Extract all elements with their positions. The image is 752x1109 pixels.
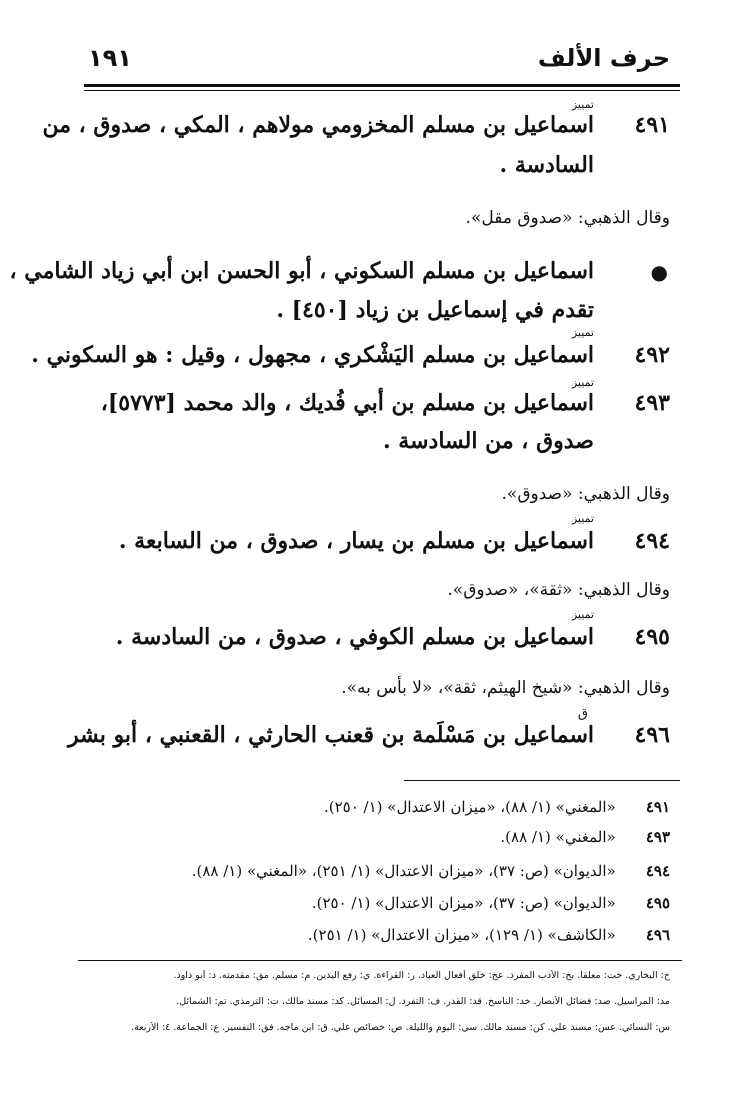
footnote-number: ٤٩٤ bbox=[645, 862, 670, 880]
entry-number: ٤٩٢ bbox=[634, 342, 670, 368]
entry-text: اسماعيل بن مسلم المخزومي مولاهم ، المكي ، صدوق ، من bbox=[42, 112, 594, 138]
abbreviation-line: س: النسائي. عس: مسند علي. كن: مسند مالك. سي: اليوم والليلة. ص: خصائص علي. ق: ابن ماجه. فق: التفسير. ع: الجماعة. ٤: الأربعة. bbox=[131, 1022, 670, 1033]
tag-tamyiz: تمييز bbox=[571, 376, 594, 389]
entry-number: ٤٩١ bbox=[634, 112, 670, 138]
entry-495 bbox=[80, 608, 670, 654]
entry-492 bbox=[31, 326, 670, 372]
entry-text-continued: السادسة . bbox=[499, 152, 594, 178]
entry-text: اسماعيل بن مسلم بن يسار ، صدوق ، من السابعة . bbox=[118, 528, 594, 554]
entry-496 bbox=[68, 706, 670, 752]
footnote-494 bbox=[192, 862, 670, 880]
tag-tamyiz: تمييز bbox=[571, 98, 594, 111]
tag-qaf: ق bbox=[577, 706, 588, 721]
footnote-496 bbox=[308, 926, 670, 944]
page-number: ١٩١ bbox=[88, 44, 132, 72]
entry-491 bbox=[42, 98, 670, 138]
footnote-text: «الكاشف» (١/ ١٢٩)، «ميزان الاعتدال» (١/ ٢٥١). bbox=[307, 926, 616, 944]
footnote-text: «الديوان» (ص: ٣٧)، «ميزان الاعتدال» (١/ ٢٥١)، «المغني» (١/ ٨٨). bbox=[191, 862, 616, 880]
entry-text-continued: تقدم في إسماعيل بن زياد [٤٥٠] . bbox=[276, 297, 594, 323]
abbreviations-separator bbox=[78, 960, 682, 961]
entry-cross-ref bbox=[9, 258, 670, 290]
footnote-number: ٤٩٦ bbox=[645, 926, 670, 944]
entry-493-cont bbox=[80, 428, 670, 458]
footnote-493 bbox=[500, 828, 670, 846]
entry-text: اسماعيل بن مسلم الكوفي ، صدوق ، من السادسة . bbox=[115, 624, 594, 650]
footnote-number: ٤٩٥ bbox=[645, 894, 670, 912]
footnote-text: «المغني» (١/ ٨٨)، «ميزان الاعتدال» (١/ ٢٥٠). bbox=[323, 798, 616, 816]
note-dhahabi-495 bbox=[80, 678, 670, 704]
note-text: وقال الذهبي: «شيخ الهيثم، ثقة»، «لا بأس به». bbox=[341, 678, 670, 698]
entry-text: اسماعيل بن مسلم بن أبي فُديك ، والد محمد [٥٧٧٣]، bbox=[100, 390, 594, 416]
entry-text: اسماعيل بن مَسْلَمة بن قعنب الحارثي ، القعنبي ، أبو بشر bbox=[68, 722, 594, 748]
footnote-text: «المغني» (١/ ٨٨). bbox=[500, 828, 616, 846]
entry-493 bbox=[80, 376, 670, 422]
entry-text: اسماعيل بن مسلم اليَشْكري ، مجهول ، وقيل : هو السكوني . bbox=[31, 342, 594, 368]
entry-491-cont bbox=[80, 152, 670, 182]
entry-494 bbox=[80, 512, 670, 558]
header-rule-thin bbox=[84, 90, 680, 91]
note-text: وقال الذهبي: «صدوق». bbox=[501, 484, 670, 504]
note-text: وقال الذهبي: «صدوق مقل». bbox=[465, 208, 670, 228]
entry-cross-ref-cont bbox=[80, 297, 670, 327]
bullet-icon: ● bbox=[650, 260, 668, 284]
note-text: وقال الذهبي: «ثقة»، «صدوق». bbox=[447, 580, 670, 600]
entry-number: ٤٩٣ bbox=[634, 390, 670, 416]
note-dhahabi-493 bbox=[80, 484, 670, 510]
entry-number: ٤٩٤ bbox=[634, 528, 670, 554]
footnote-text: «الديوان» (ص: ٣٧)، «ميزان الاعتدال» (١/ ٢٥٠). bbox=[311, 894, 616, 912]
abbreviation-line: مد: المراسيل. صد: فضائل الأنصار. خد: الناسخ. قد: القدر. ف: التفرد. ل: المسائل. كد: مسند مالك. ت: الترمذي. تم: الشمائل. bbox=[176, 996, 670, 1007]
page-header-title: حرف الألف bbox=[537, 44, 670, 72]
tag-tamyiz: تمييز bbox=[571, 608, 594, 621]
entry-number: ٤٩٥ bbox=[634, 624, 670, 650]
tag-tamyiz: تمييز bbox=[571, 512, 594, 525]
tag-tamyiz: تمييز bbox=[571, 326, 594, 339]
note-dhahabi-494 bbox=[80, 580, 670, 606]
entry-text: اسماعيل بن مسلم السكوني ، أبو الحسن ابن أبي زياد الشامي ، bbox=[9, 258, 594, 284]
footnote-495 bbox=[312, 894, 670, 912]
note-dhahabi-491 bbox=[80, 208, 670, 234]
header-rule-thick bbox=[84, 84, 680, 87]
footnote-number: ٤٩١ bbox=[645, 798, 670, 816]
entry-number: ٤٩٦ bbox=[634, 722, 670, 748]
footnote-separator bbox=[404, 780, 680, 781]
entry-text-continued: صدوق ، من السادسة . bbox=[382, 428, 594, 454]
abbreviation-line: خ: البخاري. خت: معلقاً. بخ: الأدب المفرد. عخ: خلق أفعال العباد. ر: القراءة. ي: رفع اليدين. م: مسلم. مق: مقدمته. د: أبو داود. bbox=[173, 970, 670, 981]
footnote-number: ٤٩٣ bbox=[645, 828, 670, 846]
footnote-491 bbox=[324, 798, 670, 816]
